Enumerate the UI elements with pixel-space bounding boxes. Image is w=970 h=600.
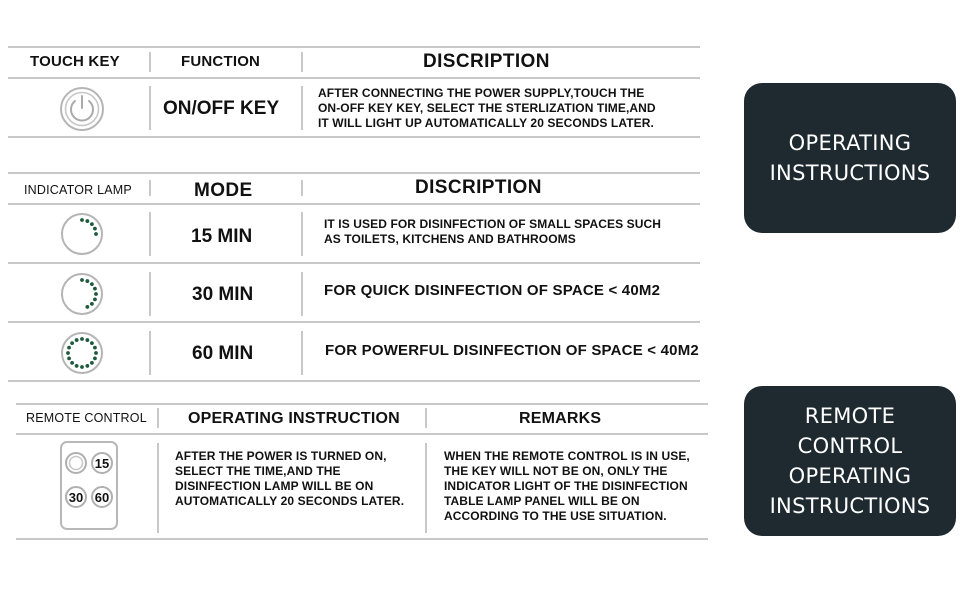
indicator-table-header-rule — [8, 203, 700, 205]
indicator-dot — [90, 341, 94, 345]
divider — [301, 331, 303, 375]
indicator-dot — [90, 302, 94, 306]
indicator-dot — [67, 346, 71, 350]
divider — [149, 272, 151, 316]
indicator-dot — [94, 351, 98, 355]
remote-instruction-text: AFTER THE POWER IS TURNED ON, SELECT THE TIME,AND THE DISINFECTION LAMP WILL BE ON AUTOMATICALLY 20 SECONDS LATER. — [175, 449, 405, 508]
indicator-table-top-rule — [8, 172, 700, 174]
on-off-key-description: AFTER CONNECTING THE POWER SUPPLY,TOUCH THE ON-OFF KEY KEY, SELECT THE STERLIZATION TIME,AND IT WILL LIGHT UP AUTOMATICALLY 20 SECONDS LATER. — [318, 86, 656, 130]
remote-button-30: 30 — [68, 490, 84, 505]
mode-30-description: FOR QUICK DISINFECTION OF SPACE < 40M2 — [324, 282, 661, 299]
indicator-dot — [90, 361, 94, 365]
divider — [149, 52, 151, 72]
indicator-dot — [85, 305, 89, 309]
mode-header: MODE — [194, 180, 253, 201]
on-off-key-function: ON/OFF KEY — [163, 98, 280, 119]
indicator-dot — [94, 232, 98, 236]
indicator-dot — [75, 338, 79, 342]
remote-button-15: 15 — [94, 456, 110, 471]
indicator-dot — [80, 337, 84, 341]
indicator-dot — [93, 287, 97, 291]
indicator-dot — [85, 364, 89, 368]
divider — [425, 443, 427, 533]
indicator-lamp-header: INDICATOR LAMP — [24, 183, 132, 197]
remote-table-top-rule — [16, 403, 708, 405]
operating-instructions-panel: OPERATING INSTRUCTIONS — [744, 83, 956, 233]
remote-control-header: REMOTE CONTROL — [26, 411, 147, 425]
divider — [301, 212, 303, 256]
touch-table-header-rule — [8, 77, 700, 79]
divider — [149, 180, 151, 196]
indicator-table-bottom-rule — [8, 380, 700, 382]
mode-60-description: FOR POWERFUL DISINFECTION OF SPACE < 40M2 — [325, 342, 699, 359]
touch-table-bottom-rule — [8, 136, 700, 138]
function-header: FUNCTION — [181, 53, 261, 70]
divider — [301, 86, 303, 130]
touch-table-top-rule — [8, 46, 700, 48]
divider — [425, 408, 427, 428]
remote-table-bottom-rule — [16, 538, 708, 540]
indicator-15-icon — [60, 212, 104, 256]
indicator-dot — [70, 341, 74, 345]
power-icon — [59, 86, 105, 132]
mode-15-description: IT IS USED FOR DISINFECTION OF SMALL SPACES SUCH AS TOILETS, KITCHENS AND BATHROOMS — [324, 217, 662, 246]
divider — [149, 86, 151, 130]
indicator-dot — [90, 222, 94, 226]
divider — [301, 272, 303, 316]
touch-key-header: TOUCH KEY — [30, 53, 120, 70]
description-header: DISCRIPTION — [415, 177, 542, 198]
indicator-dot — [93, 346, 97, 350]
mode-15-min: 15 MIN — [191, 226, 253, 247]
indicator-dot — [80, 218, 84, 222]
indicator-dot — [80, 365, 84, 369]
divider — [301, 52, 303, 72]
mode-60-min: 60 MIN — [192, 343, 254, 364]
remote-remarks-text: WHEN THE REMOTE CONTROL IS IN USE, THE KEY WILL NOT BE ON, ONLY THE INDICATOR LIGHT OF THE DISINFECTION TABLE LAMP PANEL WILL BE ON ACCORDING TO THE USE SITUATION. — [444, 449, 690, 523]
description-header: DISCRIPTION — [423, 51, 550, 72]
divider — [301, 180, 303, 196]
divider — [149, 331, 151, 375]
remote-control-icon — [59, 441, 119, 531]
indicator-dot — [67, 356, 71, 360]
indicator-dot — [93, 297, 97, 301]
indicator-dot — [85, 219, 89, 223]
indicator-dot — [70, 361, 74, 365]
indicator-dot — [85, 279, 89, 283]
indicator-dot — [90, 282, 94, 286]
indicator-dot — [94, 292, 98, 296]
mode-30-min: 30 MIN — [192, 284, 254, 305]
remote-control-instructions-panel: REMOTE CONTROL OPERATING INSTRUCTIONS — [744, 386, 956, 536]
divider — [157, 408, 159, 428]
indicator-dot — [66, 351, 70, 355]
indicator-dot — [85, 338, 89, 342]
indicator-60-icon — [60, 331, 104, 375]
operating-instruction-header: OPERATING INSTRUCTION — [188, 410, 400, 427]
divider — [157, 443, 159, 533]
row-rule — [8, 262, 700, 264]
row-rule — [8, 321, 700, 323]
divider — [149, 212, 151, 256]
indicator-dot — [93, 227, 97, 231]
remote-table-header-rule — [16, 433, 708, 435]
indicator-30-icon — [60, 272, 104, 316]
indicator-dot — [75, 364, 79, 368]
indicator-dot — [93, 356, 97, 360]
remote-button-60: 60 — [94, 490, 110, 505]
remarks-header: REMARKS — [519, 410, 602, 427]
indicator-dot — [80, 278, 84, 282]
